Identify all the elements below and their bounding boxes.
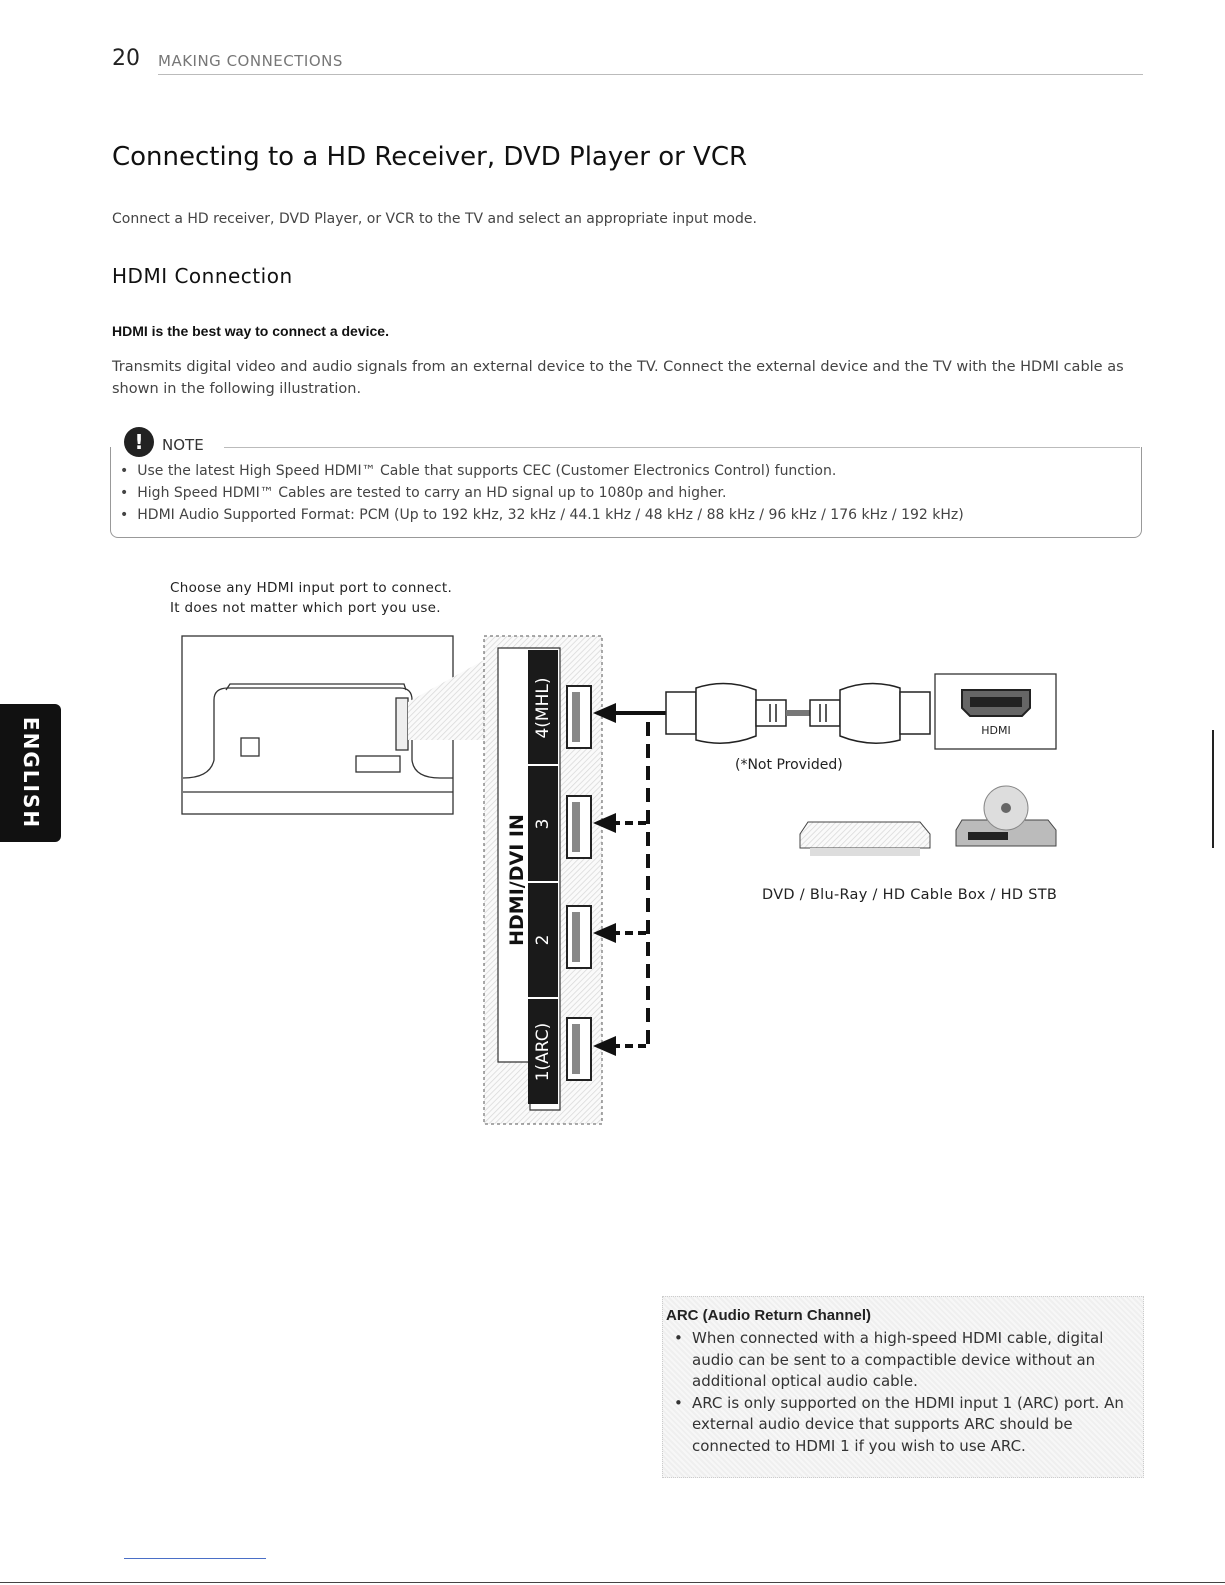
intro-text: Connect a HD receiver, DVD Player, or VCR to the TV and select an appropriate input mode. — [112, 211, 757, 227]
port-label-3: 3 — [533, 818, 553, 830]
bottom-rule — [0, 1582, 1225, 1583]
arc-list — [672, 1328, 1132, 1457]
lead-statement: HDMI is the best way to connect a device. — [112, 323, 389, 339]
note-item: • HDMI Audio Supported Format: PCM (Up to 192 kHz, 32 kHz / 44.1 kHz / 48 kHz / 88 kHz / 96 kHz / 176 kHz / 192 kHz) — [120, 504, 964, 526]
arc-title: ARC (Audio Return Channel) — [666, 1307, 871, 1324]
page-title: Connecting to a HD Receiver, DVD Player or VCR — [112, 142, 748, 172]
device-hdmi-port — [935, 674, 1056, 749]
zoom-callout — [408, 660, 484, 740]
arc-item: • ARC is only supported on the HDMI input 1 (ARC) port. An external audio device that supports ARC should be connected to HDMI 1 if you wish to use ARC. — [672, 1393, 1132, 1458]
arc-item: • When connected with a high-speed HDMI cable, digital audio can be sent to a compactible device without an additional optical audio cable. — [672, 1328, 1132, 1393]
hdmi-cable-illustration — [666, 683, 930, 743]
device-port-label: HDMI — [981, 724, 1011, 737]
page-number: 20 — [112, 46, 140, 71]
port-label-4: 4(MHL) — [533, 677, 553, 739]
diagram-caption-line2: It does not matter which port you use. — [170, 600, 441, 616]
devices-caption: DVD / Blu-Ray / HD Cable Box / HD STB — [762, 887, 1058, 903]
cable-not-provided-label: (*Not Provided) — [735, 757, 843, 773]
playback-devices-illustration — [800, 786, 1056, 856]
note-item: • High Speed HDMI™ Cables are tested to carry an HD signal up to 1080p and higher. — [120, 482, 964, 504]
port-panel-label: HDMI/DVI IN — [506, 814, 528, 946]
footer-line — [124, 1558, 266, 1559]
hdmi-port-panel — [484, 636, 602, 1124]
side-tab-label: ENGLISH — [18, 716, 43, 830]
port-label-2: 2 — [533, 934, 553, 946]
section-name: MAKING CONNECTIONS — [158, 52, 343, 70]
diagram-caption-line1: Choose any HDMI input port to connect. — [170, 580, 453, 596]
note-alert-icon: ! — [124, 427, 154, 457]
section-subtitle: HDMI Connection — [112, 264, 293, 288]
note-item: • Use the latest High Speed HDMI™ Cable that supports CEC (Customer Electronics Control) function. — [120, 460, 964, 482]
port-label-1: 1(ARC) — [533, 1022, 553, 1082]
description-text: Transmits digital video and audio signals from an external device to the TV. Connect the external device and the TV with the HDMI cable as shown in the following illustration. — [112, 359, 1124, 397]
connection-arrows — [598, 706, 666, 1053]
note-label: NOTE — [162, 436, 204, 454]
